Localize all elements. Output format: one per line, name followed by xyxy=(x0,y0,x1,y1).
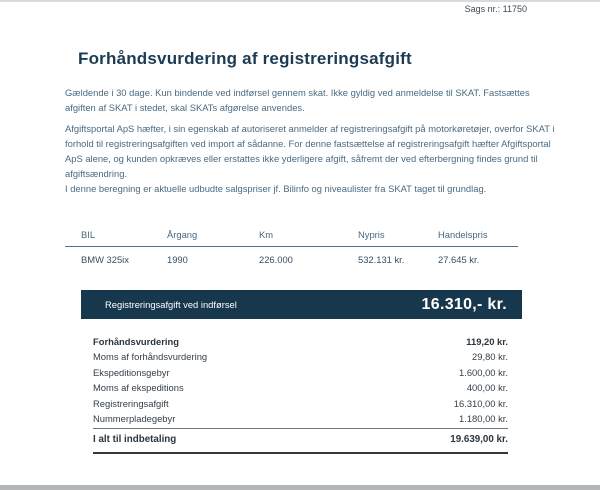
breakdown-row-ekspeditionsgebyr xyxy=(93,365,508,380)
cost-breakdown xyxy=(93,334,508,454)
intro-paragraph-basis: I denne beregning er aktuelle udbudte salgspriser jf. Bilinfo og niveaulister fra SKAT taget til grundlag. xyxy=(65,183,487,194)
breakdown-value: 16.310,00 kr. xyxy=(453,397,508,409)
banner-amount: 16.310,- kr. xyxy=(421,295,507,313)
registration-fee-banner xyxy=(81,290,522,319)
breakdown-row-moms-forhaandsvurdering xyxy=(93,349,508,364)
breakdown-label: Forhåndsvurdering xyxy=(93,336,179,347)
breakdown-label: Ekspeditionsgebyr xyxy=(93,366,170,378)
banner-label: Registreringsafgift ved indførsel xyxy=(105,299,237,310)
breakdown-row-forhaandsvurdering xyxy=(93,334,508,349)
total-label: I alt til indbetaling xyxy=(93,434,177,446)
col-header-aargang: Årgang xyxy=(167,229,198,240)
cell-vehicle-handelspris: 27.645 kr. xyxy=(438,254,480,265)
col-header-bil: BIL xyxy=(81,229,96,240)
cell-vehicle-model: BMW 325ix xyxy=(81,254,129,265)
intro-paragraph-validity: Gældende i 30 dage. Kun bindende ved indførsel gennem skat. Ikke gyldig ved anmeldelse til SKAT. Fastsættes afgiften af SKAT i stedet, skal SKATs afgørelse anvendes. xyxy=(65,87,530,113)
breakdown-label: Nummerpladegebyr xyxy=(93,413,176,425)
vehicle-table xyxy=(65,229,518,265)
total-divider-bottom xyxy=(93,452,508,454)
cell-vehicle-km: 226.000 xyxy=(259,254,293,265)
breakdown-value: 1.600,00 kr. xyxy=(459,366,508,378)
breakdown-value: 29,80 kr. xyxy=(472,351,508,363)
breakdown-label: Moms af ekspeditions xyxy=(93,382,184,394)
total-value: 19.639,00 kr. xyxy=(450,434,508,446)
cell-vehicle-year: 1990 xyxy=(167,254,188,265)
vehicle-table-row xyxy=(65,247,518,265)
case-number: Sags nr.: 11750 xyxy=(464,4,527,14)
cell-vehicle-nypris: 532.131 kr. xyxy=(358,254,405,265)
col-header-km: Km xyxy=(259,229,274,240)
breakdown-total-row xyxy=(93,429,508,452)
breakdown-value: 1.180,00 kr. xyxy=(459,413,508,425)
breakdown-value: 400,00 kr. xyxy=(466,382,508,394)
vehicle-table-header xyxy=(65,229,518,247)
breakdown-label: Registreringsafgift xyxy=(93,397,169,409)
intro-paragraph-liability: Afgiftsportal ApS hæfter, i sin egenskab af autoriseret anmelder af registreringsafgift på motorkøretøjer, overfor SKAT i forhold til registreringsafgiften ved import af sådanne. For denne fastsættelse af registreringsafgift hæfter Afgiftsportal ApS alene, og kunden opkræves eller erstattes ikke yderligere afgift, såfremt der ved efterbergning findes grund til afgiftsændring. xyxy=(65,123,555,179)
intro-paragraph-block xyxy=(65,121,557,196)
page-top-border xyxy=(0,0,600,2)
breakdown-row-moms-ekspeditions xyxy=(93,380,508,395)
page-bottom-bar xyxy=(0,485,600,490)
col-header-handelspris: Handelspris xyxy=(438,229,488,240)
breakdown-label: Moms af forhåndsvurdering xyxy=(93,351,208,363)
page-title: Forhåndsvurdering af registreringsafgift xyxy=(78,49,412,68)
col-header-nypris: Nypris xyxy=(358,229,385,240)
breakdown-row-registreringsafgift xyxy=(93,396,508,411)
breakdown-value: 119,20 kr. xyxy=(466,336,508,347)
breakdown-row-nummerpladegebyr xyxy=(93,411,508,426)
